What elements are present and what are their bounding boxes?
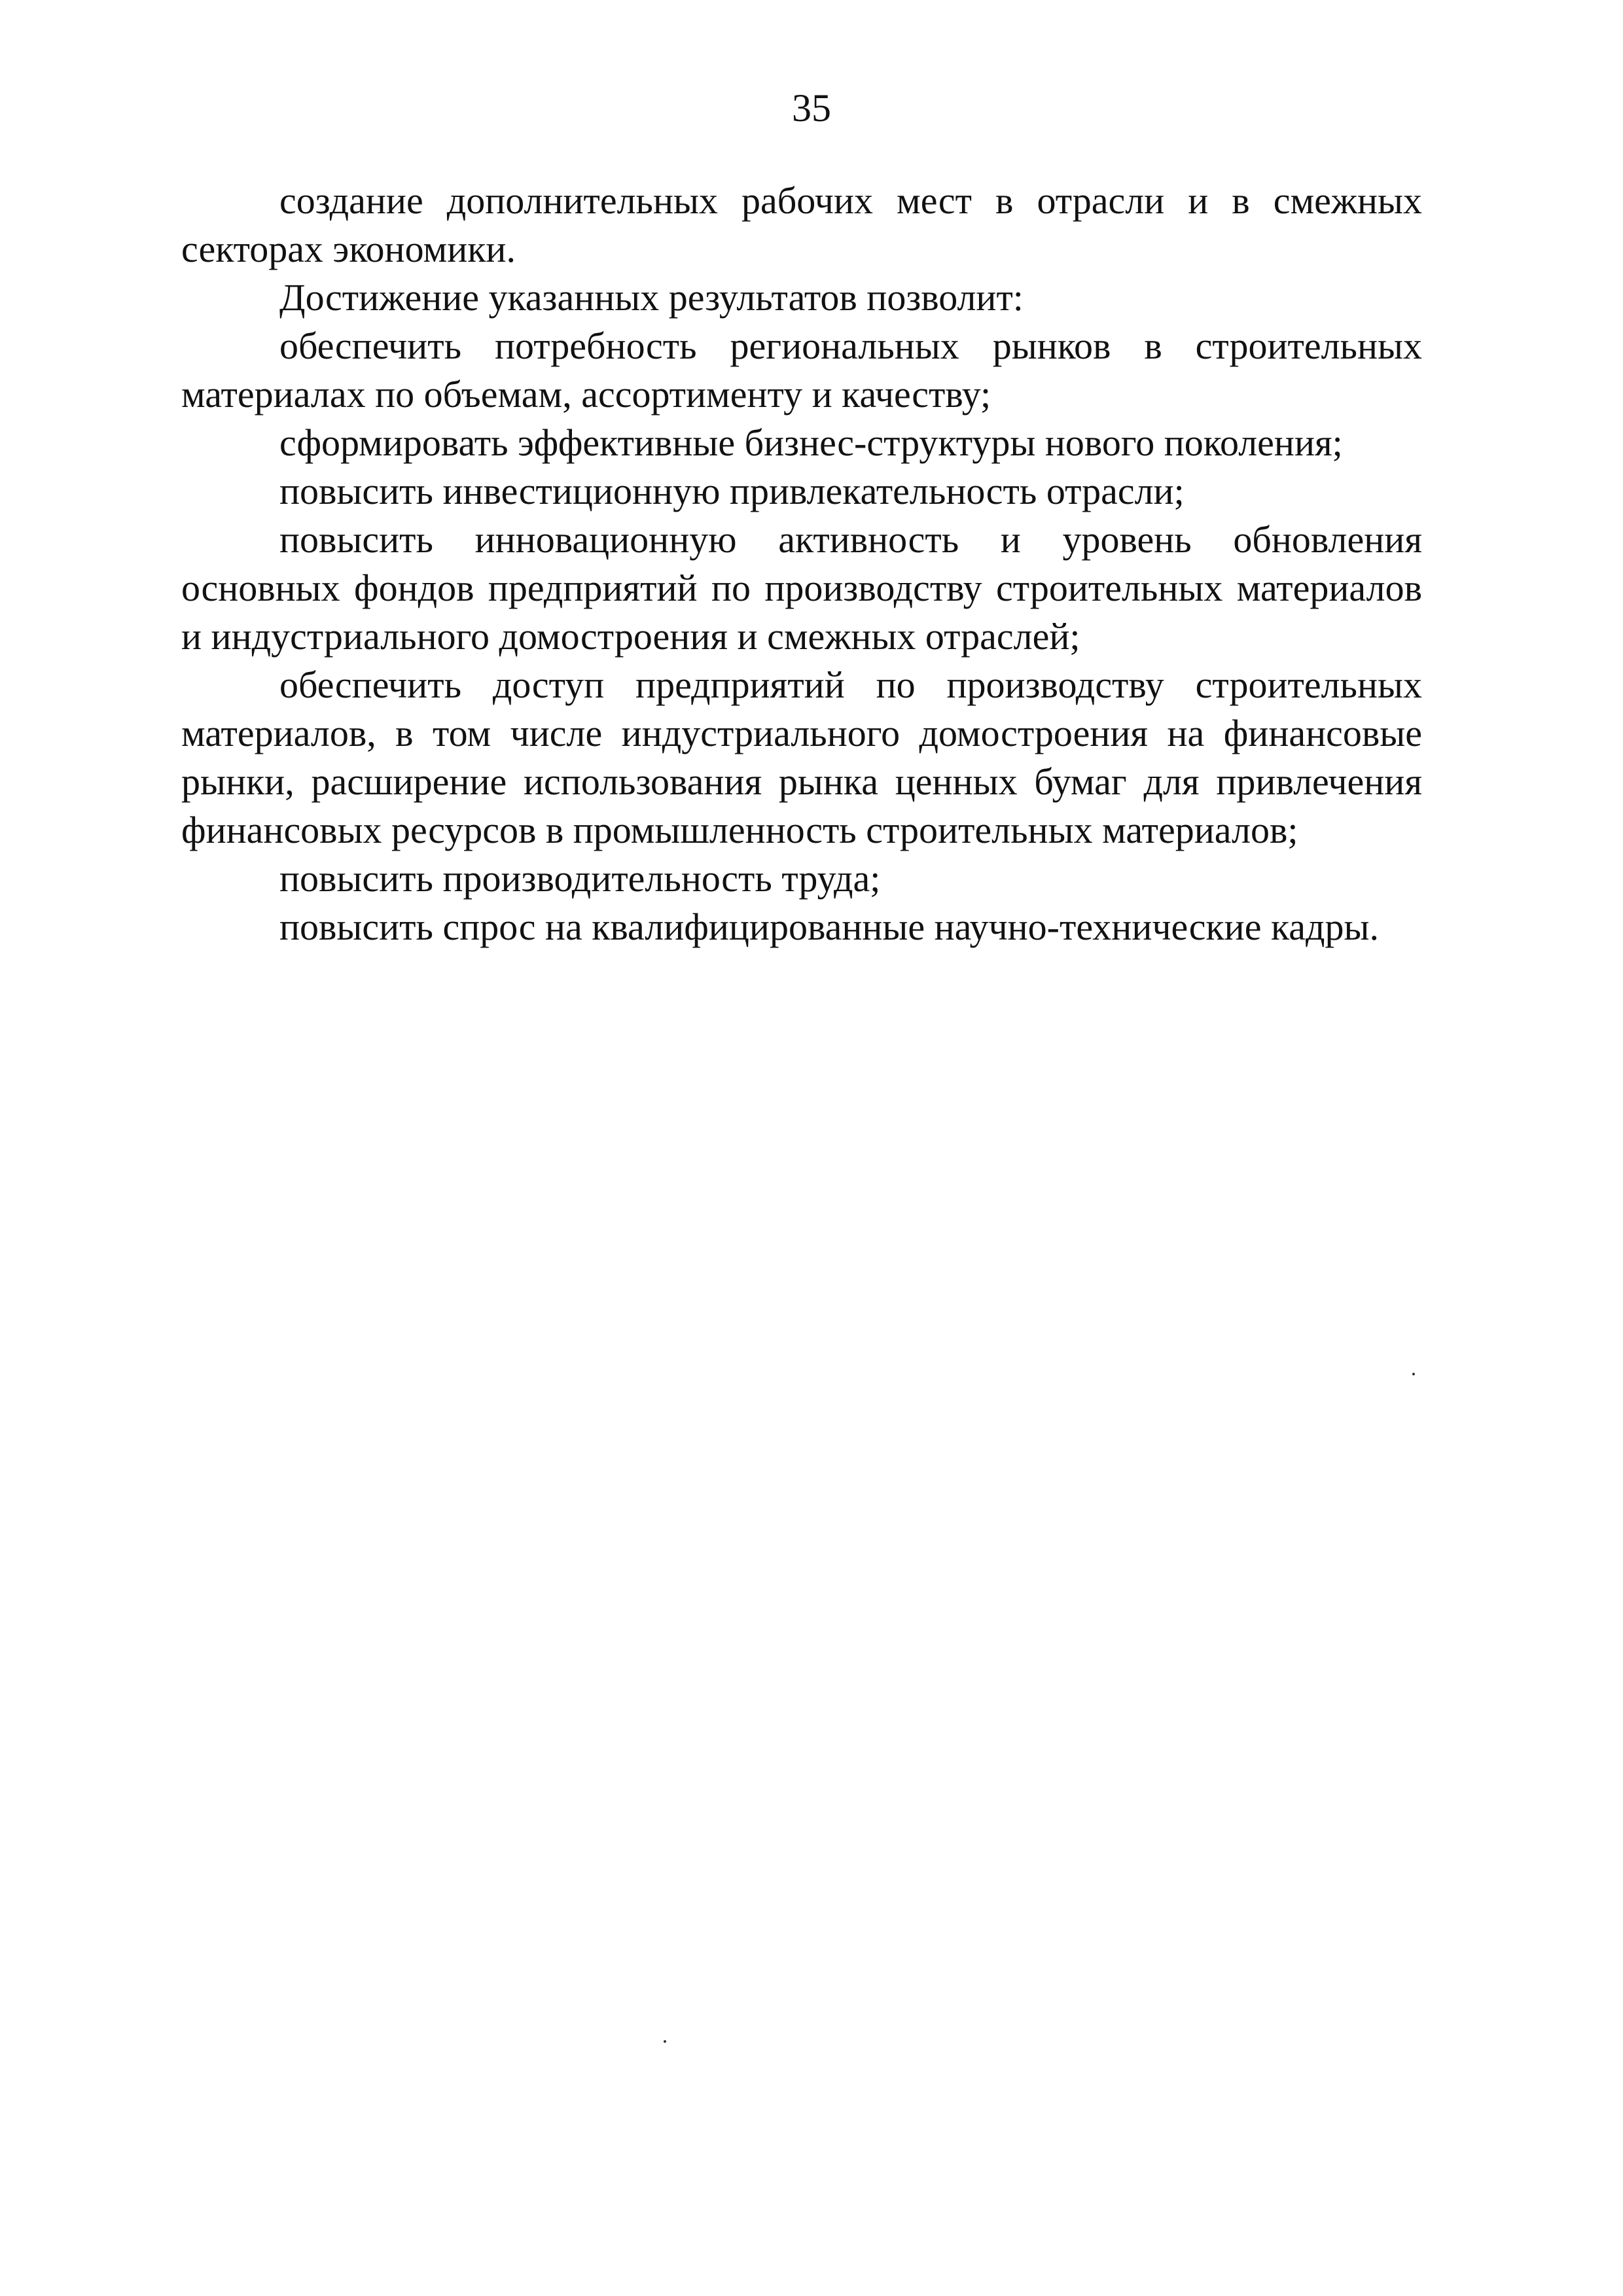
page-number: 35 (792, 86, 831, 130)
paragraph-personnel: повысить спрос на квалифицированные научно-технические кадры. (279, 906, 1379, 948)
paragraph-investment: повысить инвестиционную привлекательность отрасли; (279, 470, 1185, 512)
paragraph-financial-access: обеспечить доступ предприятий по производству строительных материалов, в том числе индустриального домостроения на финансовые рынки, расширение использования рынка ценных бумаг для привлечения финансовых ресурсов в промышленность строительных материалов; (181, 663, 1422, 851)
document-body (181, 177, 1422, 951)
paragraph-jobs: создание дополнительных рабочих мест в отрасли и в смежных секторах экономики. (181, 179, 1422, 270)
paragraph-productivity: повысить производительность труда; (279, 857, 881, 900)
paragraph-innovation: повысить инновационную активность и уровень обновления основных фондов предприятий по производству строительных материалов и индустриального домостроения и смежных отраслей; (181, 518, 1422, 658)
paragraph-business-structures: сформировать эффективные бизнес-структуры нового поколения; (279, 421, 1343, 464)
scan-speck (664, 2040, 666, 2043)
scan-speck (1412, 1373, 1415, 1375)
paragraph-results-intro: Достижение указанных результатов позволит: (279, 276, 1024, 319)
paragraph-regional-markets: обеспечить потребность региональных рынков в строительных материалах по объемам, ассортименту и качеству; (181, 325, 1422, 415)
